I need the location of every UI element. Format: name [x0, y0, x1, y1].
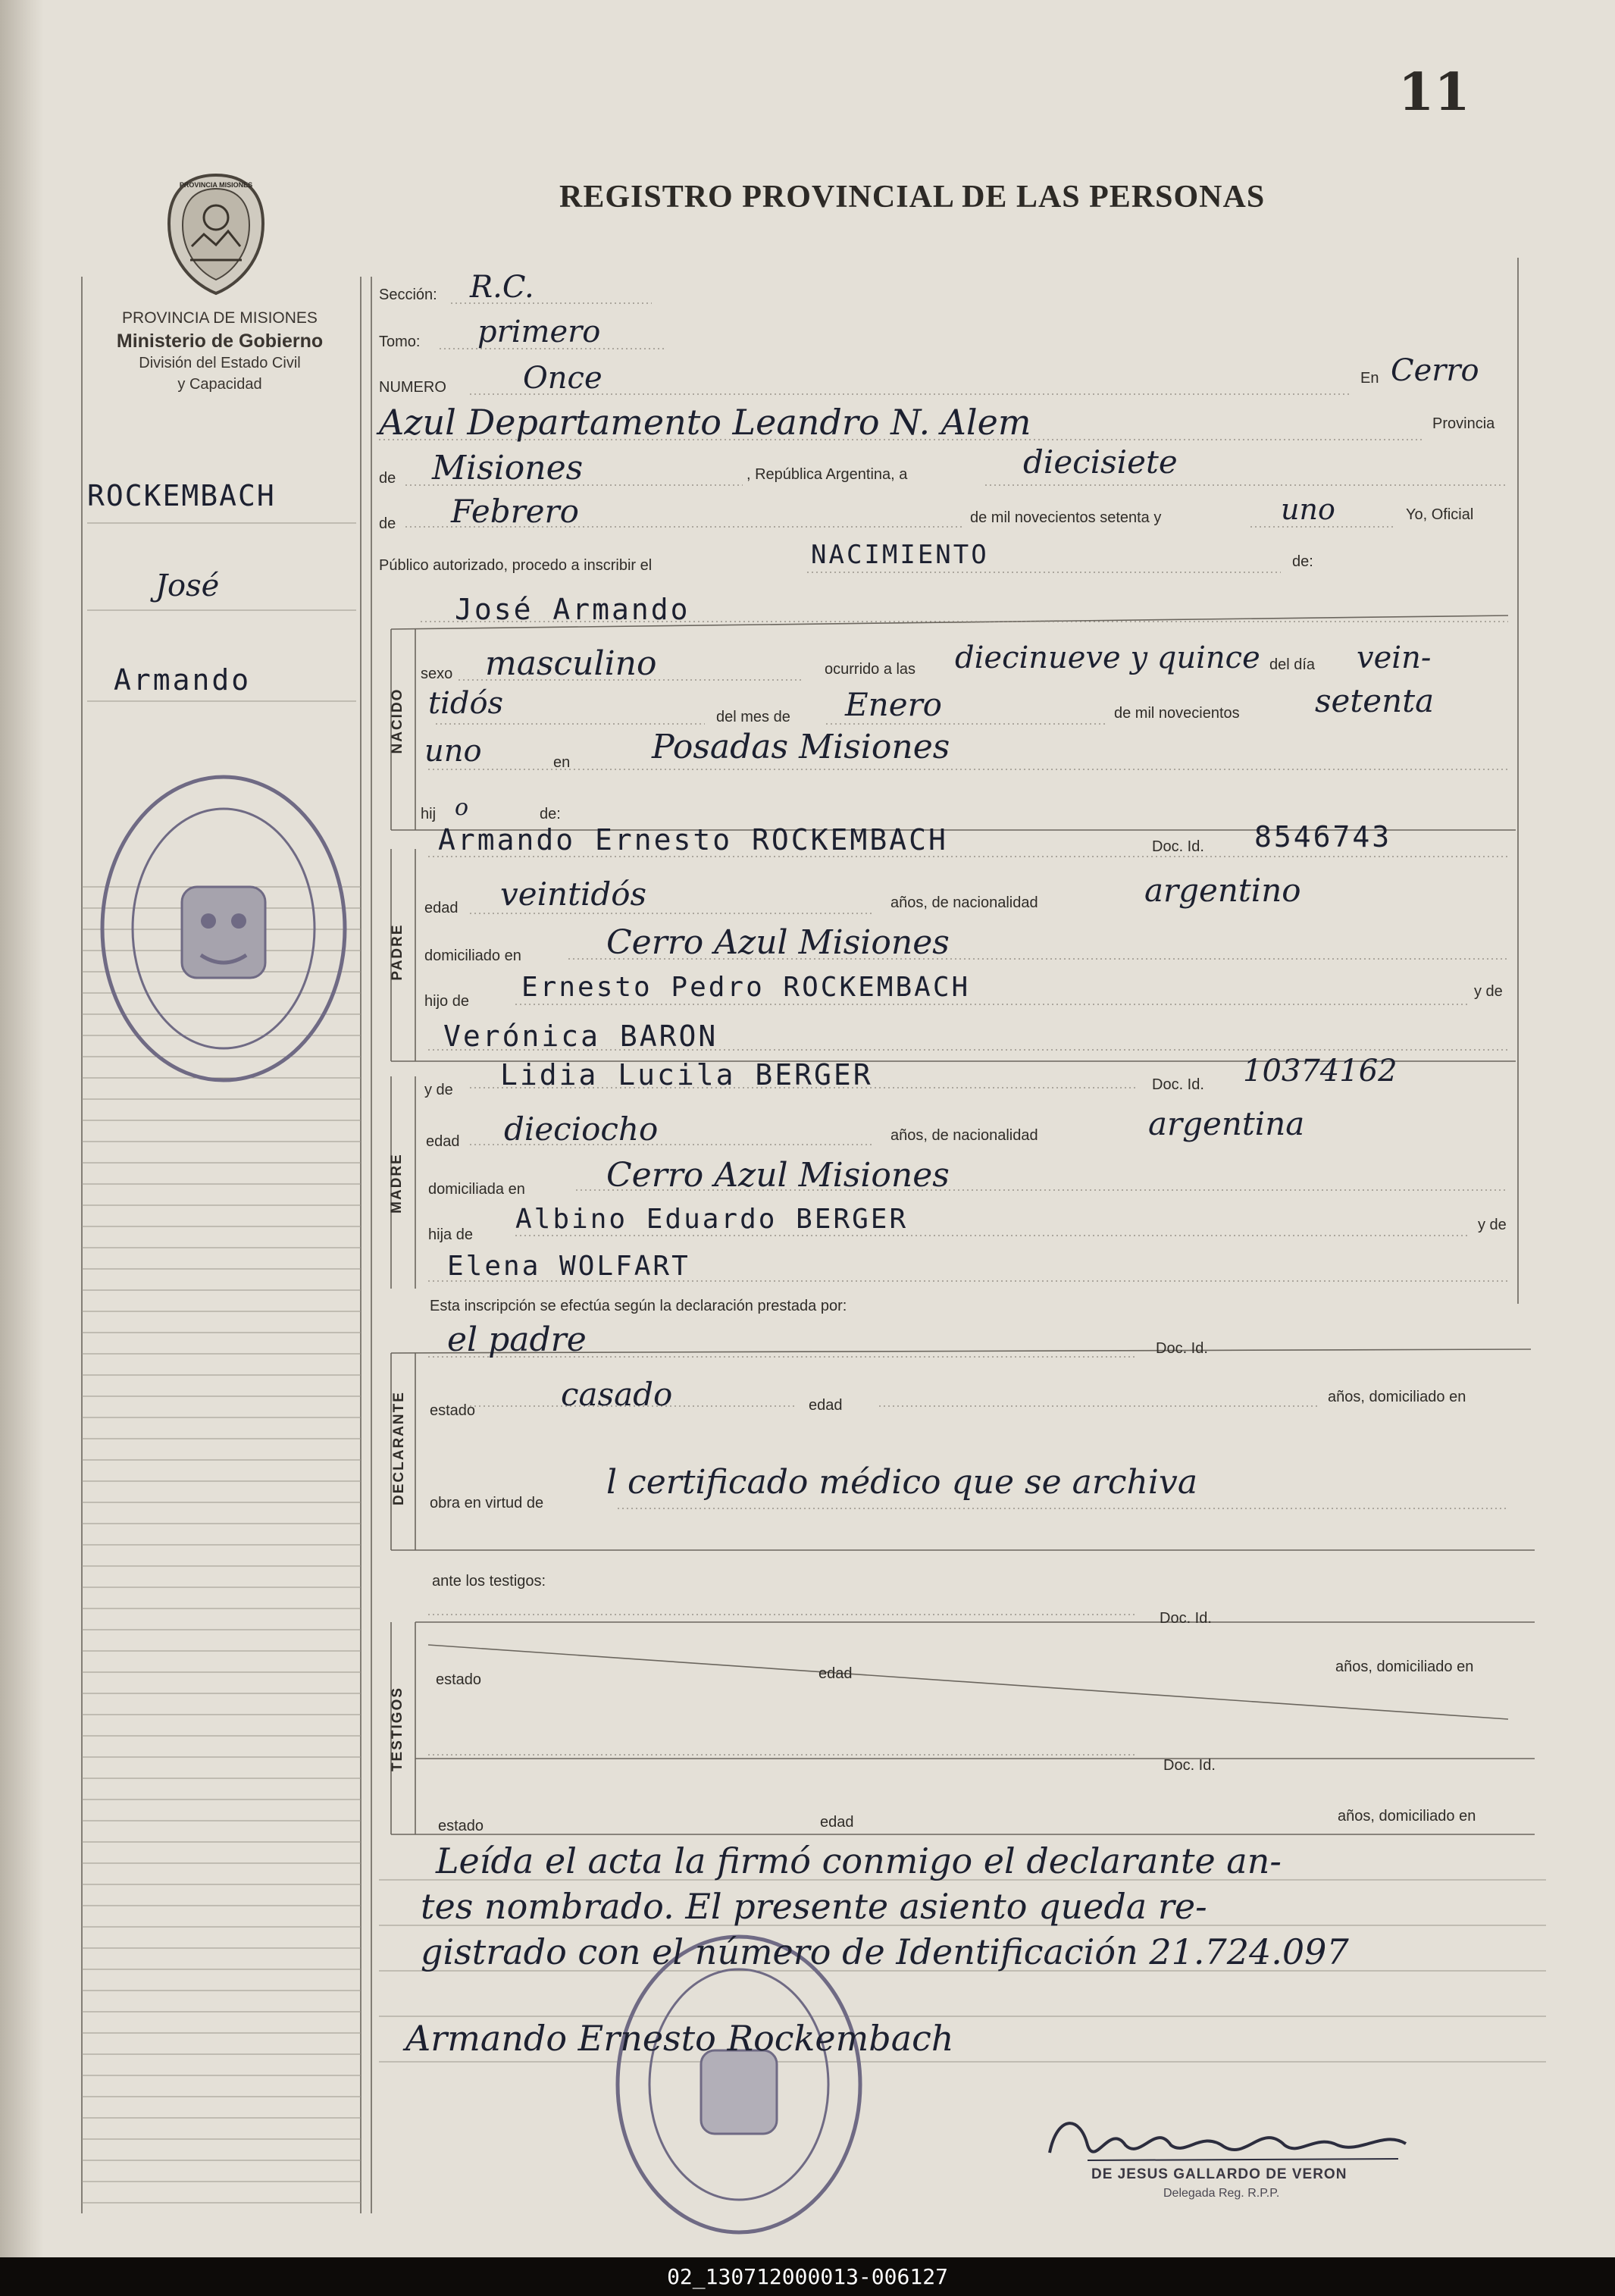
label-de-mil-nov: de mil novecientos: [1114, 705, 1240, 722]
section-padre: PADRE: [390, 923, 405, 981]
entry-lugar-2: Azul Departamento Leandro N. Alem: [379, 402, 1031, 443]
entry-padre-dom: Cerro Azul Misiones: [606, 923, 950, 962]
label-declaracion: Esta inscripción se efectúa según la declaración prestada por:: [430, 1298, 847, 1314]
label-testigos: ante los testigos:: [432, 1573, 546, 1590]
entry-nota-1: Leída el acta la firmó conmigo el declarante an-: [436, 1840, 1282, 1881]
margin-first-name: José: [155, 569, 220, 603]
section-madre: MADRE: [389, 1153, 405, 1214]
label-anos-nac-madre: años, de nacionalidad: [890, 1127, 1038, 1144]
page-number: 11: [1398, 62, 1470, 123]
margin-middle-name: Armando: [114, 663, 252, 697]
label-estado-decl: estado: [430, 1402, 476, 1419]
entry-padre-nombre: Armando Ernesto ROCKEMBACH: [438, 823, 948, 857]
label-edad-decl: edad: [809, 1397, 843, 1414]
officer-name-stamp: DE JESUS GALLARDO DE VERON: [1091, 2166, 1347, 2182]
division-name-2: y Capacidad: [177, 376, 262, 393]
label-de-colon: de:: [1292, 553, 1313, 570]
label-edad-t2: edad: [820, 1814, 854, 1831]
label-obra: obra en virtud de: [430, 1495, 544, 1511]
label-edad-madre: edad: [426, 1133, 460, 1150]
entry-madre-dom: Cerro Azul Misiones: [606, 1156, 950, 1195]
label-anos-dom-t2: años, domiciliado en: [1338, 1808, 1476, 1825]
label-hija-de: hija de: [428, 1226, 473, 1243]
ministry-header: [76, 307, 364, 395]
entry-declarante: el padre: [447, 1320, 587, 1359]
officer-role-stamp: Delegada Reg. R.P.P.: [1163, 2187, 1280, 2200]
label-anos-dom-decl: años, domiciliado en: [1328, 1389, 1466, 1405]
entry-padre-nac: argentino: [1144, 872, 1301, 909]
label-republica: , República Argentina, a: [746, 466, 908, 483]
entry-madre-doc: 10374162: [1243, 1054, 1397, 1088]
label-ocurrido: ocurrido a las: [825, 661, 916, 678]
label-de-2: de: [379, 515, 396, 532]
label-de-1: de: [379, 470, 396, 487]
label-provincia: Provincia: [1432, 415, 1495, 432]
entry-anio-acta: uno: [1281, 493, 1335, 526]
entry-padre-doc: 8546743: [1254, 820, 1392, 854]
label-edad-padre: edad: [424, 900, 459, 916]
officer-signature-icon: [1042, 2100, 1436, 2175]
label-estado-t2: estado: [438, 1818, 484, 1834]
entry-firma: Armando Ernesto Rockembach: [405, 2018, 954, 2059]
ministry-name: Ministerio de Gobierno: [116, 330, 324, 352]
entry-mes-nac: Enero: [845, 686, 942, 723]
entry-lugar-nac: Posadas Misiones: [652, 728, 950, 766]
entry-nota-2: tes nombrado. El presente asiento queda re-: [421, 1886, 1207, 1927]
label-de-colon-2: de:: [540, 806, 561, 822]
entry-nombre: José Armando: [455, 593, 690, 626]
label-doc-id-1: Doc. Id.: [1152, 838, 1204, 855]
provincial-seal-icon: [155, 171, 277, 299]
entry-anio-nac-2: uno: [424, 734, 482, 769]
seal-caption: PROVINCIA MISIONES: [179, 181, 253, 189]
label-hijo-de: hijo de: [424, 993, 469, 1010]
entry-madre-edad: dieciocho: [504, 1110, 659, 1148]
entry-nota-3: gistrado con el número de Identificación 21.724.097: [421, 1931, 1349, 1972]
label-en: En: [1360, 370, 1379, 387]
label-y-de-madre-2: y de: [1478, 1217, 1507, 1233]
label-domiciliada: domiciliada en: [428, 1181, 525, 1198]
entry-acto: NACIMIENTO: [811, 540, 989, 570]
entry-madre-madre: Elena WOLFART: [447, 1251, 690, 1282]
entry-madre-padre: Albino Eduardo BERGER: [515, 1204, 909, 1235]
entry-anio-nac-1: setenta: [1315, 682, 1435, 719]
label-del-dia: del día: [1269, 656, 1316, 673]
label-estado-t1: estado: [436, 1671, 482, 1688]
entry-obra: l certificado médico que se archiva: [606, 1463, 1198, 1502]
label-y-de-madre: y de: [424, 1082, 453, 1098]
entry-mes-acta: Febrero: [451, 493, 579, 530]
label-sexo: sexo: [421, 666, 453, 682]
label-del-mes: del mes de: [716, 709, 790, 725]
entry-padre-edad: veintidós: [500, 875, 647, 913]
label-y-de-padre: y de: [1474, 983, 1503, 1000]
entry-provincia: Misiones: [432, 449, 584, 487]
entry-dia-nac-2: tidós: [428, 686, 504, 721]
label-hij: hij: [421, 806, 437, 822]
label-doc-id-4: Doc. Id.: [1160, 1610, 1212, 1627]
province-name: PROVINCIA DE MISIONES: [122, 309, 318, 327]
entry-padre-madre: Verónica BARON: [443, 1020, 718, 1053]
label-tomo: Tomo:: [379, 334, 421, 350]
label-yo-oficial: Yo, Oficial: [1406, 506, 1474, 523]
label-doc-id-2: Doc. Id.: [1152, 1076, 1204, 1093]
entry-decl-estado: casado: [561, 1376, 673, 1413]
section-testigos: TESTIGOS: [390, 1686, 405, 1772]
label-domiciliado-padre: domiciliado en: [424, 948, 521, 964]
entry-hora: diecinueve y quince: [955, 641, 1260, 675]
label-edad-t1: edad: [818, 1665, 853, 1682]
entry-padre-padre: Ernesto Pedro ROCKEMBACH: [521, 972, 971, 1003]
entry-hij-suffix: o: [455, 794, 469, 821]
label-en-lower: en: [553, 754, 571, 771]
section-declarante: DECLARANTE: [391, 1391, 407, 1505]
margin-surname: ROCKEMBACH: [87, 479, 276, 512]
entry-sexo: masculino: [485, 644, 657, 683]
label-seccion: Sección:: [379, 287, 437, 303]
label-doc-id-3: Doc. Id.: [1156, 1340, 1208, 1357]
entry-madre-nombre: Lidia Lucila BERGER: [500, 1058, 873, 1092]
bottom-stamp-icon: [606, 1925, 872, 2244]
image-id-footer: 02_130712000013-006127: [0, 2257, 1615, 2296]
label-numero: NUMERO: [379, 379, 446, 396]
section-nacido: NACIDO: [390, 688, 405, 754]
entry-seccion: R.C.: [470, 270, 534, 305]
label-anos-dom-t1: años, domiciliado en: [1335, 1659, 1474, 1675]
label-doc-id-5: Doc. Id.: [1163, 1757, 1216, 1774]
entry-dia-nac-1: vein-: [1357, 641, 1432, 675]
registry-stamp-icon: [91, 766, 356, 1092]
division-name: División del Estado Civil: [139, 355, 301, 371]
entry-numero: Once: [523, 361, 602, 396]
label-de-mil: de mil novecientos setenta y: [970, 509, 1162, 526]
entry-lugar-1: Cerro: [1391, 353, 1479, 388]
entry-tomo: primero: [477, 315, 601, 349]
entry-dia-acta: diecisiete: [1023, 443, 1178, 481]
document-title: REGISTRO PROVINCIAL DE LAS PERSONAS: [559, 180, 1266, 215]
label-anos-nac-padre: años, de nacionalidad: [890, 894, 1038, 911]
entry-madre-nac: argentina: [1148, 1105, 1305, 1142]
label-publico: Público autorizado, procedo a inscribir el: [379, 557, 653, 574]
